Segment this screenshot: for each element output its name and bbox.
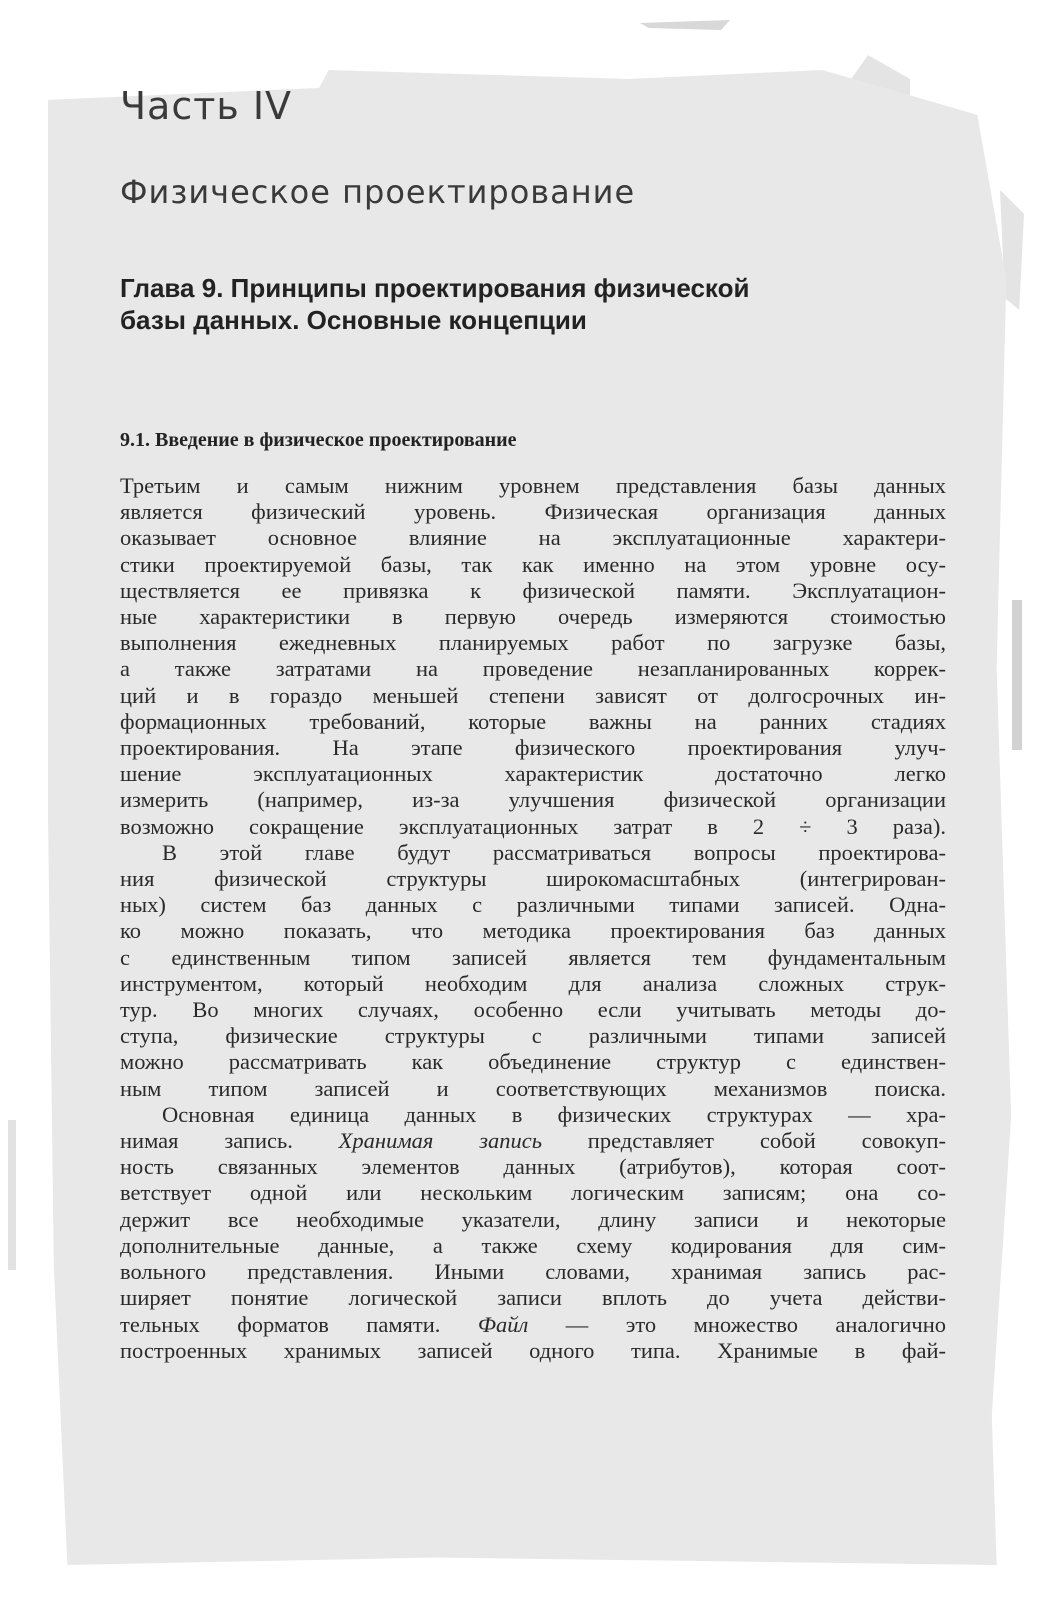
part-subtitle: Физическое проектирование — [120, 173, 636, 211]
text-line: возможно сокращение эксплуатационных затрат в 2 ÷ 3 раза). — [120, 813, 946, 839]
text-line: ступа, физические структуры с различными типами записей — [120, 1023, 946, 1049]
text-line: стики проектируемой базы, так как именно на этом уровне осу- — [120, 551, 946, 577]
text-line: ществляется ее привязка к физической памяти. Эксплуатацион- — [120, 577, 946, 603]
text-run: — это множество аналогично — [528, 1311, 946, 1337]
text-line: построенных хранимых записей одного типа. Хранимые в фай- — [120, 1337, 946, 1363]
emphasized-term: Файл — [477, 1311, 529, 1337]
text-line: вольного представления. Иными словами, хранимая запись рас- — [120, 1259, 946, 1285]
text-line: Третьим и самым нижним уровнем представления базы данных — [120, 473, 946, 498]
text-line: ных) систем баз данных с различными типами записей. Одна- — [120, 892, 946, 918]
text-line: проектирования. На этапе физического проектирования улуч- — [120, 735, 946, 761]
page-content — [120, 80, 946, 1364]
part-title: Часть IV — [120, 84, 293, 128]
text-line: держит все необходимые указатели, длину записи и некоторые — [120, 1206, 946, 1232]
chapter-title-line: Глава 9. Принципы проектирования физической — [120, 273, 750, 303]
text-run: тельных форматов памяти. — [120, 1311, 478, 1337]
text-line: выполнения ежедневных планируемых работ по загрузке базы, — [120, 630, 946, 656]
text-line: ширяет понятие логической записи вплоть до учета действи- — [120, 1285, 946, 1311]
text-line: ций и в гораздо меньшей степени зависят от долгосрочных ин- — [120, 682, 946, 708]
text-line: является физический уровень. Физическая организация данных — [120, 499, 946, 525]
text-line: ветствует одной или нескольким логическим записям; она со- — [120, 1180, 946, 1206]
text-line: можно рассматривать как объединение структур с единствен- — [120, 1049, 946, 1075]
paper-scrap — [640, 20, 730, 30]
text-line — [120, 1312, 946, 1338]
emphasized-term: Хранимая запись — [338, 1128, 542, 1154]
text-line: ность связанных элементов данных (атрибутов), которая соот- — [120, 1154, 946, 1180]
text-line: шение эксплуатационных характеристик достаточно легко — [120, 761, 946, 787]
text-line: формационных требований, которые важны на ранних стадиях — [120, 708, 946, 734]
text-line: дополнительные данные, а также схему кодирования для сим- — [120, 1232, 946, 1258]
text-line: ко можно показать, что методика проектирования баз данных — [120, 918, 946, 944]
text-line: оказывает основное влияние на эксплуатационные характери- — [120, 525, 946, 551]
text-line: тур. Во многих случаях, особенно если учитывать методы до- — [120, 997, 946, 1023]
text-line: В этой главе будут рассматриваться вопросы проектирова- — [162, 839, 946, 865]
section-title: 9.1. Введение в физическое проектирование — [120, 429, 517, 451]
text-line: Основная единица данных в физических структурах — хра- — [162, 1101, 946, 1127]
text-line: ные характеристики в первую очередь измеряются стоимостью — [120, 604, 946, 630]
text-line: ния физической структуры широкомасштабных (интегрирован- — [120, 866, 946, 892]
text-run: представляет собой совокуп- — [541, 1128, 946, 1154]
text-line: измерить (например, из-за улучшения физической организации — [120, 787, 946, 813]
text-line: а также затратами на проведение незапланированных коррек- — [120, 656, 946, 682]
body-text — [120, 473, 946, 1364]
paper-scrap — [1012, 600, 1022, 750]
text-line: с единственным типом записей является тем фундаментальным — [120, 944, 946, 970]
paper-scrap — [8, 1120, 16, 1270]
text-line: ным типом записей и соответствующих механизмов поиска. — [120, 1075, 946, 1101]
text-line: инструментом, который необходим для анализа сложных струк- — [120, 970, 946, 996]
chapter-title-line: базы данных. Основные концепции — [120, 305, 587, 335]
chapter-title — [120, 272, 946, 336]
text-line — [120, 1128, 946, 1154]
text-run: нимая запись. — [120, 1128, 339, 1154]
